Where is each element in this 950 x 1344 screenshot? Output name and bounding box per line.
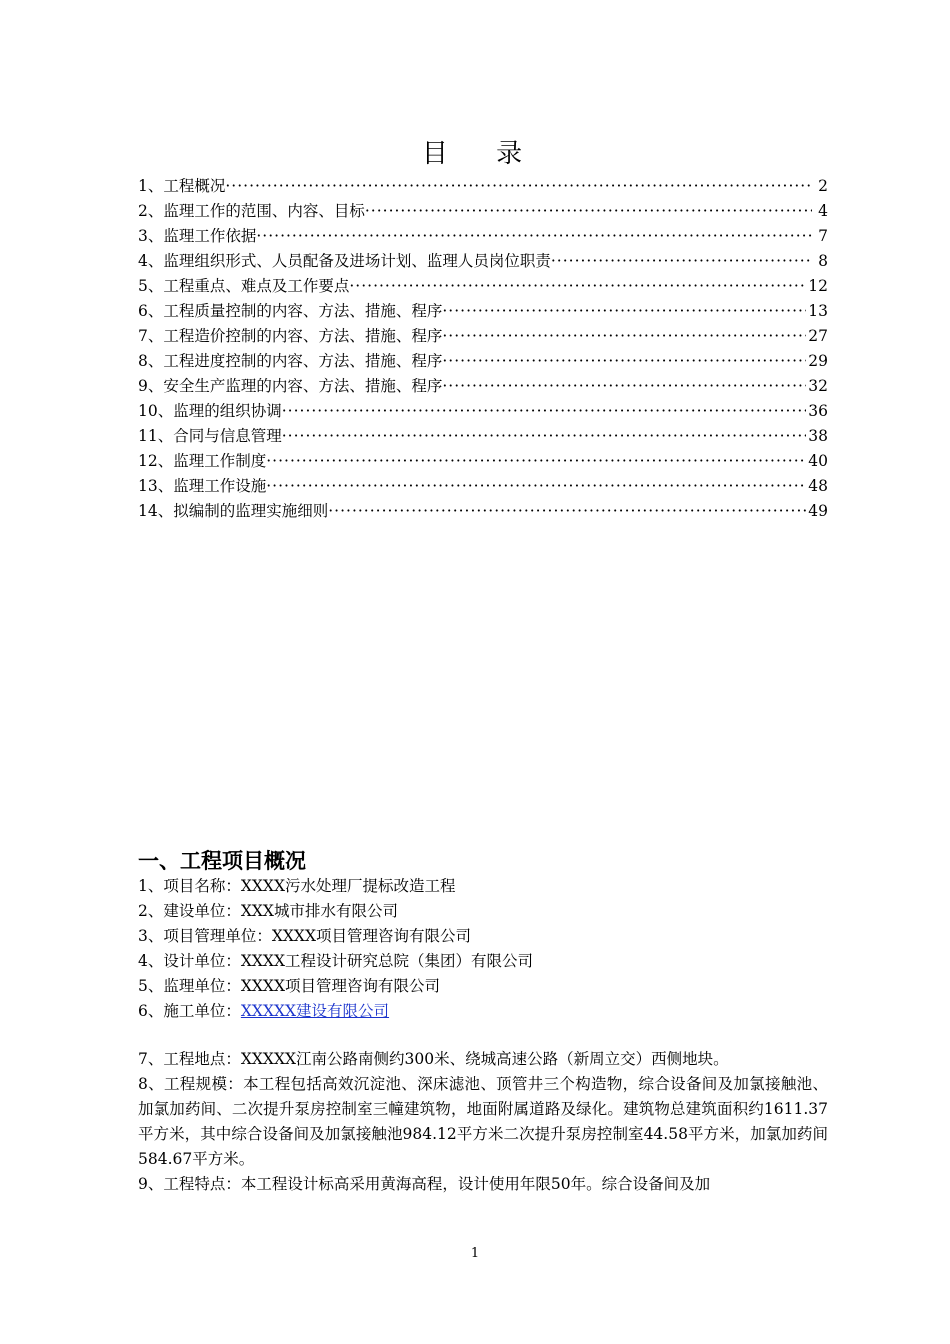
toc-entry-label: 14、拟编制的监理实施细则 [138,502,329,520]
toc-entry[interactable] [138,349,828,374]
page-number: 1 [470,1246,480,1261]
toc-leader-dots [442,299,806,324]
project-details-list [138,1047,828,1197]
project-info-list [138,874,828,1024]
toc-leader-dots [442,374,806,399]
toc-entry-label: 1、工程概况 [138,177,226,195]
toc-entry-label: 10、监理的组织协调 [138,402,282,420]
construction-unit: 2、建设单位：XXX城市排水有限公司 [138,902,398,920]
project-features: 9、工程特点：本工程设计标高采用黄海高程，设计使用年限50年。综合设备间及加 [138,1175,711,1193]
project-scale: 8、工程规模：本工程包括高效沉淀池、深床滤池、顶管井三个构造物，综合设备间及加氯接触池、加氯加药间、二次提升泵房控制室三幢建筑物，地面附属道路及绿化。建筑物总建筑面积约1611.37平方米，其中综合设备间及加氯接触池984.12平方米二次提升泵房控制室44.58平方米，加氯加药间584.67平方米。 [138,1075,828,1168]
toc-entry-page: 49 [808,502,828,520]
toc-leader-dots [256,224,812,249]
toc-entry-label: 7、工程造价控制的内容、方法、措施、程序 [138,327,443,345]
toc-entry[interactable] [138,199,828,224]
toc-leader-dots [282,399,807,424]
toc-entry-label: 2、监理工作的范围、内容、目标 [138,202,365,220]
toc-title: 目 录 [421,139,543,169]
toc-leader-dots [551,249,812,274]
toc-entry-label: 3、监理工作依据 [138,227,257,245]
design-unit: 4、设计单位：XXXX工程设计研究总院（集团）有限公司 [138,952,534,970]
toc-entry[interactable] [138,274,828,299]
toc-entry-page: 13 [808,302,828,320]
section-heading: 一、工程项目概况 [138,849,306,873]
table-of-contents [138,174,828,524]
toc-entry[interactable] [138,299,828,324]
toc-entry[interactable] [138,424,828,449]
toc-entry-label: 13、监理工作设施 [138,477,267,495]
toc-entry-label: 8、工程进度控制的内容、方法、措施、程序 [138,352,443,370]
supervision-unit: 5、监理单位：XXXX项目管理咨询有限公司 [138,977,441,995]
project-name: 1、项目名称：XXXX污水处理厂提标改造工程 [138,877,456,895]
toc-entry-page: 48 [808,477,828,495]
toc-leader-dots [349,274,806,299]
toc-entry-page: 40 [808,452,828,470]
toc-entry-page: 8 [818,252,828,270]
toc-entry[interactable] [138,374,828,399]
toc-entry-page: 2 [818,177,828,195]
contractor-row [138,999,828,1024]
toc-entry-page: 7 [818,227,828,245]
toc-entry-label: 6、工程质量控制的内容、方法、措施、程序 [138,302,443,320]
toc-entry[interactable] [138,249,828,274]
project-management-unit: 3、项目管理单位：XXXX项目管理咨询有限公司 [138,927,472,945]
toc-entry[interactable] [138,499,828,524]
toc-entry[interactable] [138,399,828,424]
toc-leader-dots [328,499,806,524]
contractor-label: 6、施工单位： [138,1002,241,1020]
toc-entry-page: 12 [808,277,828,295]
toc-entry-page: 27 [808,327,828,345]
toc-entry-label: 5、工程重点、难点及工作要点 [138,277,350,295]
toc-leader-dots [266,449,806,474]
toc-entry-label: 4、监理组织形式、人员配备及进场计划、监理人员岗位职责 [138,252,551,270]
toc-leader-dots [225,174,812,199]
project-location: 7、工程地点：XXXXX江南公路南侧约300米、绕城高速公路（新周立交）西侧地块。 [138,1050,729,1068]
toc-entry-label: 9、安全生产监理的内容、方法、措施、程序 [138,377,443,395]
toc-entry-page: 32 [808,377,828,395]
toc-entry-page: 4 [818,202,828,220]
toc-entry-label: 11、合同与信息管理 [138,427,282,445]
toc-entry[interactable] [138,224,828,249]
toc-entry[interactable] [138,449,828,474]
toc-entry-page: 29 [808,352,828,370]
toc-entry-page: 38 [808,427,828,445]
toc-entry[interactable] [138,324,828,349]
toc-leader-dots [365,199,812,224]
toc-entry-label: 12、监理工作制度 [138,452,267,470]
toc-leader-dots [442,324,806,349]
toc-leader-dots [442,349,806,374]
toc-leader-dots [282,424,807,449]
toc-entry[interactable] [138,174,828,199]
contractor-link[interactable]: XXXXX建设有限公司 [240,1002,390,1020]
toc-leader-dots [266,474,806,499]
toc-entry[interactable] [138,474,828,499]
toc-entry-page: 36 [808,402,828,420]
